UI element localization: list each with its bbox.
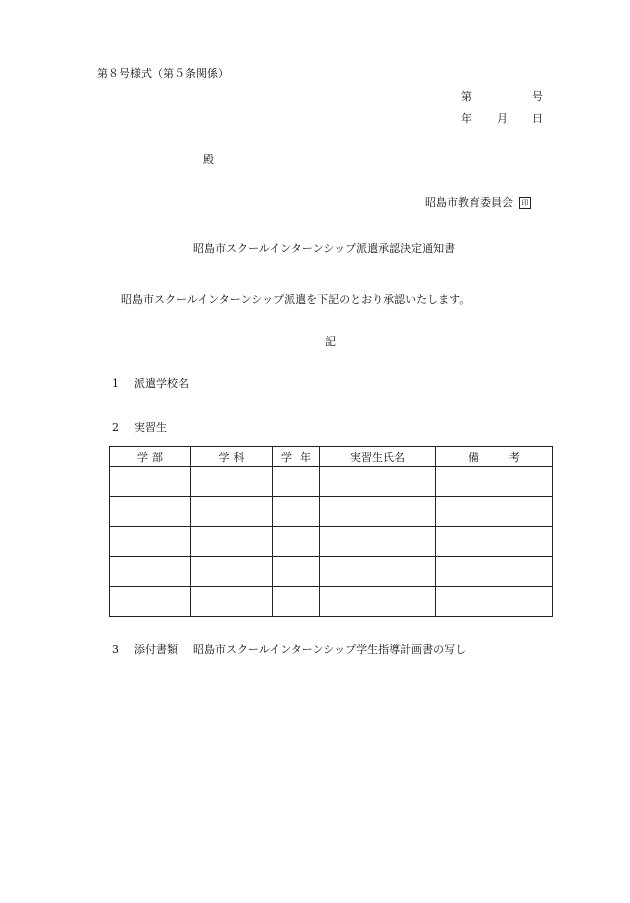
table-cell[interactable] bbox=[110, 587, 191, 617]
table-cell[interactable] bbox=[320, 497, 436, 527]
header-year: 学 年 bbox=[273, 447, 320, 467]
table-row bbox=[110, 467, 553, 497]
table-cell[interactable] bbox=[436, 557, 553, 587]
table-cell[interactable] bbox=[436, 587, 553, 617]
table-cell[interactable] bbox=[191, 497, 273, 527]
table-cell[interactable] bbox=[320, 527, 436, 557]
form-label: 第８号様式（第５条関係） bbox=[97, 67, 229, 80]
header-name: 実習生氏名 bbox=[320, 447, 436, 467]
body-text: 昭島市スクールインターンシップ派遣を下記のとおり承認いたします。 bbox=[121, 293, 471, 306]
section-1-number: 1 bbox=[112, 377, 119, 390]
table-cell[interactable] bbox=[436, 467, 553, 497]
table-row bbox=[110, 557, 553, 587]
ki-marker: 記 bbox=[325, 335, 336, 348]
table-row bbox=[110, 587, 553, 617]
table-header-row bbox=[110, 447, 553, 467]
table-cell[interactable] bbox=[320, 587, 436, 617]
table-cell[interactable] bbox=[320, 467, 436, 497]
table-cell[interactable] bbox=[320, 557, 436, 587]
doc-number-prefix: 第 bbox=[461, 90, 472, 103]
issuer bbox=[425, 197, 531, 209]
table-cell[interactable] bbox=[436, 497, 553, 527]
table-cell[interactable] bbox=[110, 557, 191, 587]
table-cell[interactable] bbox=[273, 587, 320, 617]
date-year: 年 bbox=[461, 112, 472, 125]
document-title: 昭島市スクールインターンシップ派遣承認決定通知書 bbox=[193, 242, 456, 255]
table-cell[interactable] bbox=[110, 497, 191, 527]
table-cell[interactable] bbox=[273, 497, 320, 527]
table-cell[interactable] bbox=[273, 557, 320, 587]
date-month: 月 bbox=[497, 112, 508, 125]
header-faculty: 学 部 bbox=[110, 447, 191, 467]
section-3-number: 3 bbox=[112, 643, 119, 656]
table-cell[interactable] bbox=[110, 527, 191, 557]
section-2-label: 実習生 bbox=[134, 421, 167, 434]
table-cell[interactable] bbox=[436, 527, 553, 557]
table-cell[interactable] bbox=[191, 467, 273, 497]
date-day: 日 bbox=[532, 112, 543, 125]
table-cell[interactable] bbox=[273, 527, 320, 557]
header-remarks: 備 考 bbox=[436, 447, 553, 467]
section-3-content: 昭島市スクールインターンシップ学生指導計画書の写し bbox=[193, 643, 467, 656]
intern-table bbox=[109, 446, 553, 617]
issuer-name: 昭島市教育委員会 bbox=[425, 196, 513, 209]
table-cell[interactable] bbox=[191, 557, 273, 587]
table-row bbox=[110, 527, 553, 557]
addressee-suffix: 殿 bbox=[203, 153, 214, 166]
table-cell[interactable] bbox=[191, 527, 273, 557]
table-cell[interactable] bbox=[110, 467, 191, 497]
header-department: 学 科 bbox=[191, 447, 273, 467]
doc-number-suffix: 号 bbox=[532, 90, 543, 103]
seal-icon: 印 bbox=[519, 197, 531, 209]
table-cell[interactable] bbox=[273, 467, 320, 497]
section-2-number: 2 bbox=[112, 421, 119, 434]
section-1-label: 派遣学校名 bbox=[134, 377, 189, 390]
section-3-label: 添付書類 bbox=[134, 643, 178, 656]
table-cell[interactable] bbox=[191, 587, 273, 617]
table-row bbox=[110, 497, 553, 527]
